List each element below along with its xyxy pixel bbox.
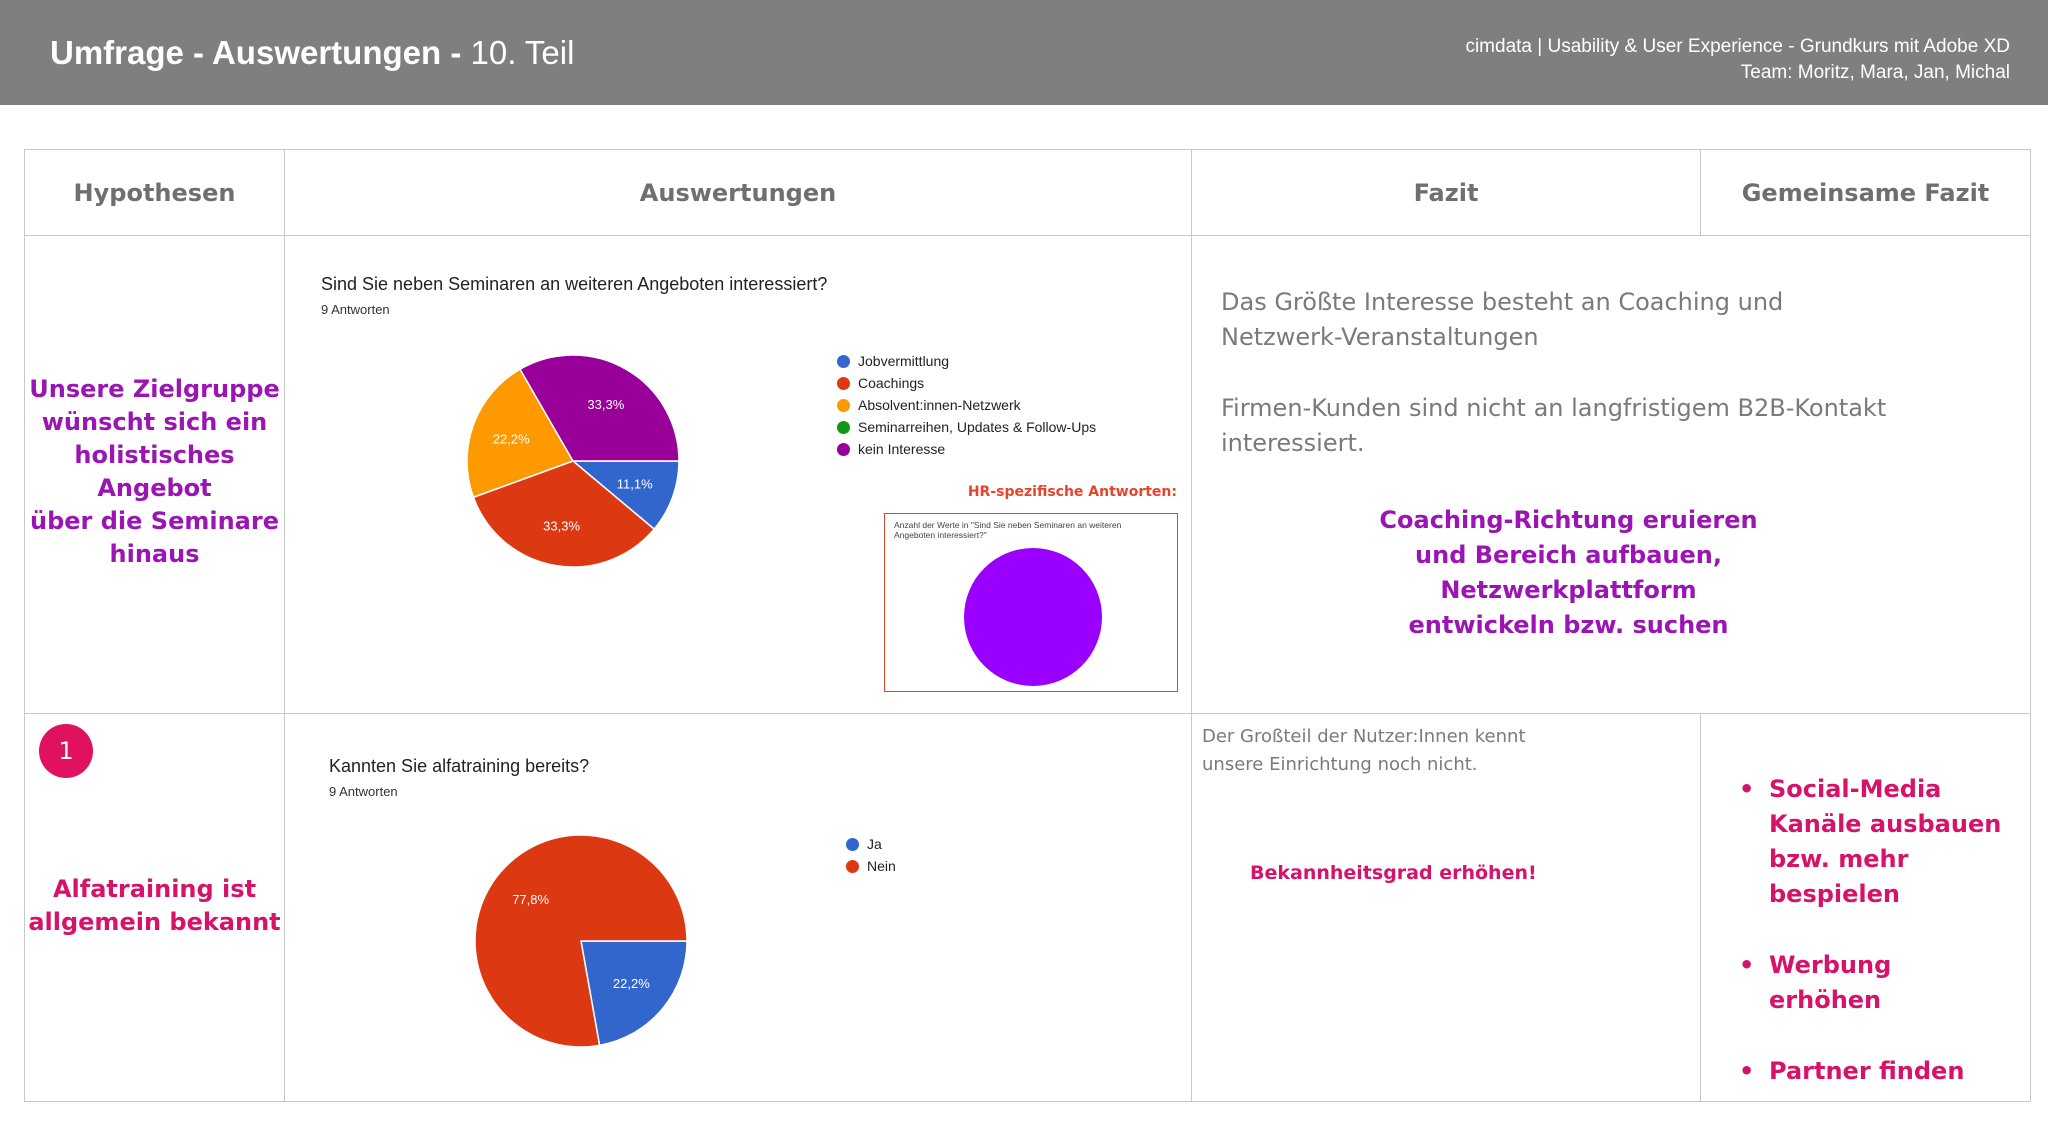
- chart2-legend-swatch: [846, 860, 859, 873]
- conclusion-line: entwickeln bzw. suchen: [1408, 611, 1729, 639]
- conclusion-line: Netzwerkplattform: [1440, 576, 1697, 604]
- col-header-hypothesen: Hypothesen: [24, 149, 285, 236]
- chart1-data-label: 33,3%: [543, 518, 581, 534]
- chart1-legend-label: kein Interesse: [858, 441, 946, 457]
- hypothesis-line: wünscht sich ein: [41, 408, 268, 436]
- hr-label: HR-spezifische Antworten:: [967, 484, 1177, 500]
- chart2-legend: [846, 833, 896, 877]
- chart2-legend-label: Nein: [867, 858, 896, 874]
- row2-fazit-highlight: Bekannheitsgrad erhöhen!: [1250, 862, 1537, 884]
- chart1-legend-item: [837, 416, 1096, 438]
- chart1-legend-label: Seminarreihen, Updates & Follow-Ups: [858, 419, 1097, 435]
- hypothesis-line: hinaus: [109, 540, 200, 568]
- chart2-legend-swatch: [846, 838, 859, 851]
- row1-hypothesis: [26, 373, 283, 571]
- chart1-legend-swatch: [837, 399, 850, 412]
- chart1-legend-swatch: [837, 421, 850, 434]
- col-header-gemeinsame-fazit: Gemeinsame Fazit: [1700, 149, 2031, 236]
- hr-chart-box: [884, 513, 1178, 692]
- header-bar: [0, 0, 2048, 105]
- page-title-bold: Umfrage - Auswertungen -: [50, 34, 471, 71]
- common-fazit-item: • Social-Media Kanäle ausbauen bzw. mehr bespielen: [1735, 772, 2005, 912]
- hypothesis-line: Angebot: [97, 474, 212, 502]
- chart1-data-label: 11,1%: [616, 476, 653, 492]
- chart2-data-label: 22,2%: [612, 976, 650, 992]
- hr-chart-slice: [964, 548, 1102, 686]
- chart1-legend-item: [837, 394, 1096, 416]
- chart1-legend-item: [837, 438, 1096, 460]
- hypothesis-line: holistisches: [74, 441, 235, 469]
- common-fazit-list: [1735, 772, 2005, 1125]
- chart1-legend-swatch: [837, 355, 850, 368]
- row2-hypothesis: [26, 873, 283, 939]
- chart1-legend-label: Jobvermittlung: [858, 353, 950, 369]
- number-badge: 1: [39, 724, 93, 778]
- fazit-line: Der Großteil der Nutzer:Innen kennt: [1202, 726, 1526, 747]
- chart1-legend-swatch: [837, 443, 850, 456]
- conclusion-line: Coaching-Richtung eruieren: [1379, 506, 1758, 534]
- hr-chart-title: Anzahl der Werte in "Sind Sie neben Seminaren an weiteren Angeboten interessiert?": [894, 520, 1122, 540]
- chart2-pie: [466, 826, 696, 1056]
- chart2-legend-item: [846, 833, 896, 855]
- row2-fazit-text: [1202, 723, 1682, 779]
- common-fazit-item: • Werbung erhöhen: [1735, 948, 2005, 1018]
- chart1-legend-label: Coachings: [858, 375, 925, 391]
- common-fazit-item: • Partner finden: [1735, 1054, 2005, 1089]
- chart1-data-label: 33,3%: [587, 397, 625, 413]
- chart2-subtitle: 9 Antworten: [329, 784, 398, 799]
- chart1-legend-item: [837, 350, 1096, 372]
- chart2-legend-label: Ja: [867, 836, 882, 852]
- chart1-legend-label: Absolvent:innen-Netzwerk: [858, 397, 1021, 413]
- fazit-line: unsere Einrichtung noch nicht.: [1202, 754, 1478, 775]
- row1-fazit-paragraph-2: Firmen-Kunden sind nicht an langfristigem B2B-Kontakt interessiert.: [1221, 394, 1887, 457]
- col-header-auswertungen: Auswertungen: [284, 149, 1192, 236]
- team-names: Team: Moritz, Mara, Jan, Michal: [1740, 62, 2010, 83]
- page-title-part: 10. Teil: [470, 34, 575, 71]
- chart1-subtitle: 9 Antworten: [321, 302, 390, 317]
- chart1-pie: [458, 346, 688, 576]
- col-header-fazit: Fazit: [1191, 149, 1701, 236]
- course-name: cimdata | Usability & User Experience - Grundkurs mit Adobe XD: [1465, 36, 2010, 57]
- hypothesis-line: Alfatraining ist: [52, 875, 257, 903]
- page-title: [50, 34, 574, 72]
- header-meta: [1465, 34, 2010, 86]
- hypothesis-line: über die Seminare: [30, 507, 279, 535]
- chart1-legend: [837, 350, 1096, 460]
- hr-chart-pie: [963, 547, 1103, 687]
- chart1-title: Sind Sie neben Seminaren an weiteren Angeboten interessiert?: [321, 274, 828, 294]
- hypothesis-line: Unsere Zielgruppe: [29, 375, 280, 403]
- chart2-title: Kannten Sie alfatraining bereits?: [329, 756, 590, 776]
- chart2-legend-item: [846, 855, 896, 877]
- row1-conclusion: [1193, 503, 1944, 643]
- hypothesis-line: allgemein bekannt: [28, 908, 281, 936]
- conclusion-line: und Bereich aufbauen,: [1415, 541, 1722, 569]
- chart2-data-label: 77,8%: [512, 891, 550, 907]
- chart1-data-label: 22,2%: [492, 431, 530, 447]
- chart1-legend-item: [837, 372, 1096, 394]
- row1-fazit-paragraph-1: Das Größte Interesse besteht an Coaching und Netzwerk-Veranstaltungen: [1221, 288, 1784, 351]
- chart1-legend-swatch: [837, 377, 850, 390]
